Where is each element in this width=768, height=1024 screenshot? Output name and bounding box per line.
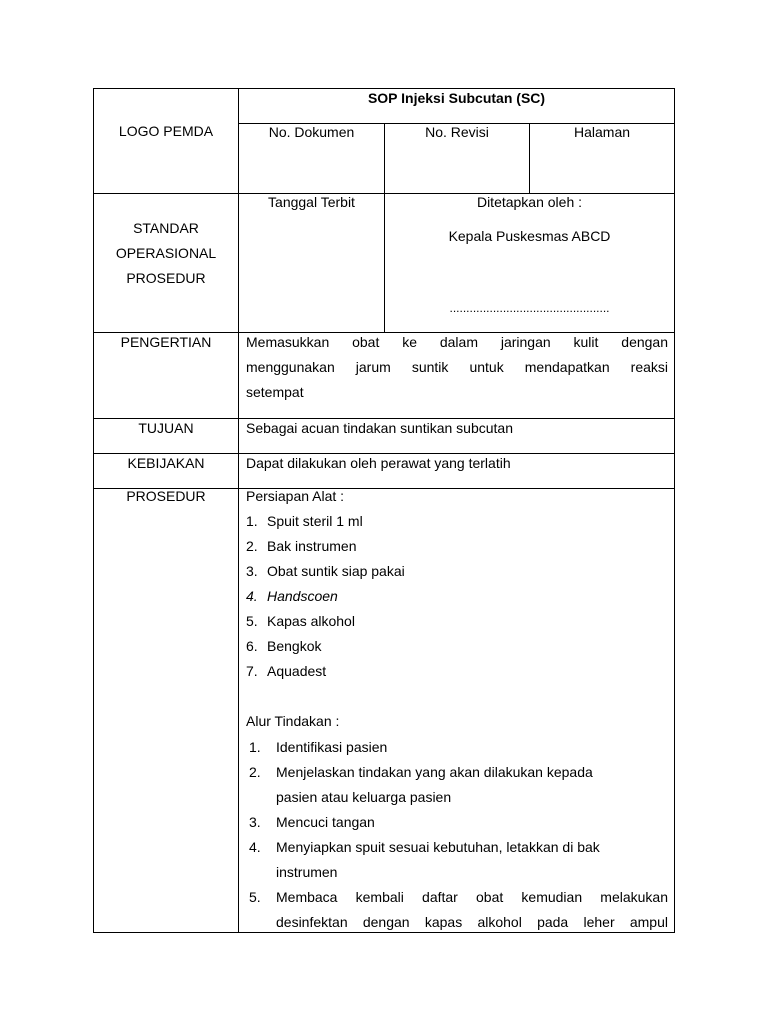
alur-num-4: 4. [249, 839, 261, 855]
halaman-label: Halaman [573, 124, 631, 140]
persiapan-num-1: 1. [246, 513, 258, 529]
prosedur-label-cell [93, 488, 239, 933]
alur-num-1: 1. [249, 739, 261, 755]
kebijakan-content-cell [238, 453, 675, 489]
halaman-cell [529, 123, 675, 194]
standar-line-2: OPERASIONAL [115, 245, 217, 261]
alur-title: Alur Tindakan : [246, 713, 340, 729]
standar-cell [93, 193, 239, 333]
persiapan-text-3: Obat suntik siap pakai [267, 563, 405, 579]
alur-num-5: 5. [249, 889, 261, 905]
tujuan-text: Sebagai acuan tindakan suntikan subcutan [246, 420, 513, 436]
persiapan-text-7: Aquadest [267, 663, 327, 679]
alur-text-4-line-1: Menyiapkan spuit sesuai kebutuhan, letakkan di bak [276, 839, 600, 855]
logo-cell [93, 88, 239, 194]
alur-text-3: Mencuci tangan [276, 814, 375, 830]
persiapan-text-1: Spuit steril 1 ml [267, 513, 363, 529]
persiapan-num-4: 4. [246, 588, 258, 604]
ditetapkan-label: Ditetapkan oleh : [476, 194, 583, 210]
tujuan-label-cell [93, 418, 239, 454]
pengertian-label-cell [93, 332, 239, 419]
title-cell [238, 88, 675, 124]
logo-label: LOGO PEMDA [118, 123, 214, 139]
persiapan-num-6: 6. [246, 638, 258, 654]
no-revisi-label: No. Revisi [425, 124, 489, 140]
alur-num-2: 2. [249, 764, 261, 780]
alur-text-5-line-2: desinfektan dengan kapas alkohol pada leher ampul [276, 914, 668, 930]
prosedur-label: PROSEDUR [126, 488, 206, 504]
persiapan-num-5: 5. [246, 613, 258, 629]
no-revisi-cell [384, 123, 530, 194]
persiapan-num-7: 7. [246, 663, 258, 679]
pengertian-content-cell [238, 332, 675, 419]
persiapan-text-5: Kapas alkohol [267, 613, 355, 629]
penandatangan: Kepala Puskesmas ABCD [448, 228, 611, 244]
kebijakan-label-cell [93, 453, 239, 489]
persiapan-num-2: 2. [246, 538, 258, 554]
alur-text-2-line-1: Menjelaskan tindakan yang akan dilakukan kepada [276, 764, 593, 780]
persiapan-text-4: Handscoen [267, 588, 338, 604]
pengertian-line-3: setempat [246, 384, 304, 400]
persiapan-num-3: 3. [246, 563, 258, 579]
no-dokumen-label: No. Dokumen [268, 124, 355, 140]
alur-text-1: Identifikasi pasien [276, 739, 388, 755]
alur-text-2-line-2: pasien atau keluarga pasien [276, 789, 452, 805]
alur-num-3: 3. [249, 814, 261, 830]
persiapan-title: Persiapan Alat : [246, 488, 345, 504]
signature-line: ................................................ [449, 301, 610, 315]
tanggal-terbit-label: Tanggal Terbit [268, 194, 355, 210]
standar-line-1: STANDAR [133, 220, 199, 236]
pengertian-label: PENGERTIAN [120, 334, 212, 350]
prosedur-content-cell [238, 488, 675, 933]
alur-text-4-line-2: instrumen [276, 864, 338, 880]
tujuan-content-cell [238, 418, 675, 454]
pengertian-line-1: Memasukkan obat ke dalam jaringan kulit dengan [246, 334, 668, 350]
standar-line-3: PROSEDUR [126, 270, 206, 286]
tanggal-terbit-cell [238, 193, 385, 333]
pengertian-line-2: menggunakan jarum suntik untuk mendapatkan reaksi [246, 359, 668, 375]
alur-text-5-line-1: Membaca kembali daftar obat kemudian melakukan [276, 889, 668, 905]
ditetapkan-cell [384, 193, 675, 333]
persiapan-text-6: Bengkok [267, 638, 322, 654]
no-dokumen-cell [238, 123, 385, 194]
tujuan-label: TUJUAN [138, 420, 194, 436]
document-title: SOP Injeksi Subcutan (SC) [367, 90, 546, 106]
kebijakan-text: Dapat dilakukan oleh perawat yang terlatih [246, 455, 511, 471]
persiapan-text-2: Bak instrumen [267, 538, 357, 554]
kebijakan-label: KEBIJAKAN [127, 455, 205, 471]
